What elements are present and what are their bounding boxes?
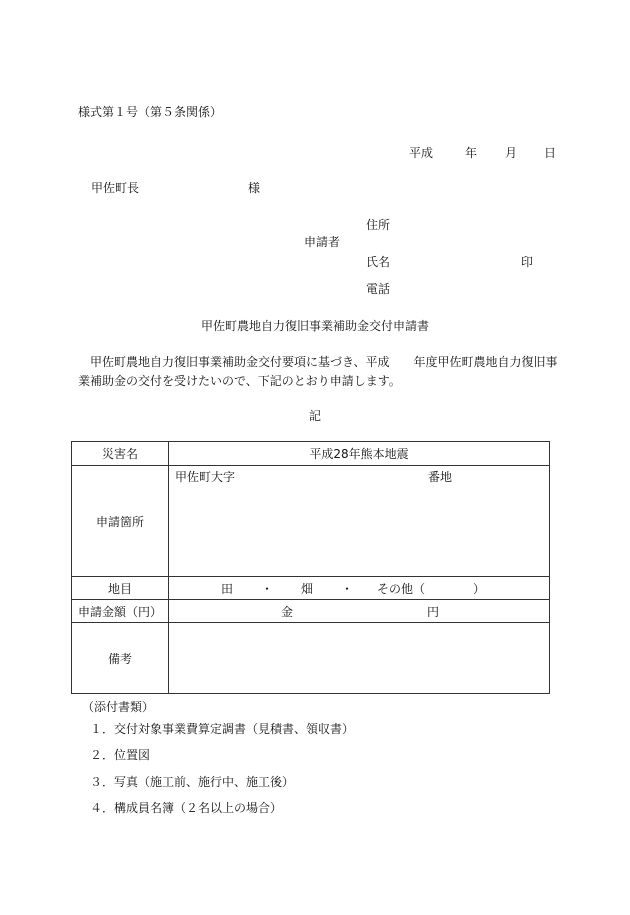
ki-heading: 記 (308, 409, 321, 423)
location-oaza: 甲佐町大字 (175, 470, 236, 484)
landtype-other: その他（ ） (377, 582, 486, 596)
attachments-title: （添付書類） (82, 700, 155, 714)
table-row (72, 442, 550, 466)
seal-mark: 印 (521, 255, 534, 269)
attachment-item: １．交付対象事業費算定調書（見積書、領収書） (90, 722, 355, 736)
table-row (72, 623, 550, 694)
applicant-name-label: 氏名 (366, 255, 391, 269)
date-year: 年 (465, 146, 478, 160)
landtype-value (169, 577, 550, 600)
landtype-separator: ・ (261, 582, 274, 596)
applicant-phone-label: 電話 (366, 282, 391, 296)
location-label: 申請箇所 (72, 466, 169, 577)
landtype-rice: 田 (221, 582, 234, 596)
amount-kin: 金 (281, 605, 294, 619)
date-era: 平成 (409, 146, 434, 160)
disaster-name-label: 災害名 (72, 442, 169, 466)
document-title: 甲佐町農地自力復旧事業補助金交付申請書 (200, 319, 429, 333)
date-month: 月 (505, 146, 518, 160)
landtype-label: 地目 (72, 577, 169, 600)
table-row (72, 600, 550, 623)
application-table (71, 441, 550, 694)
amount-value (169, 600, 550, 623)
applicant-label: 申請者 (304, 235, 341, 249)
applicant-address-label: 住所 (366, 218, 391, 232)
amount-yen: 円 (427, 605, 440, 619)
addressee-name: 甲佐町長 (91, 181, 140, 195)
remarks-label: 備考 (72, 623, 169, 694)
table-row (72, 577, 550, 600)
attachment-item: ３．写真（施工前、施行中、施工後） (90, 775, 295, 789)
landtype-field: 畑 (301, 582, 314, 596)
location-banchi: 番地 (428, 470, 453, 484)
addressee-honorific: 様 (248, 181, 261, 195)
attachment-item: ２．位置図 (90, 748, 151, 762)
date-day: 日 (544, 146, 557, 160)
remarks-value (169, 623, 550, 694)
body-text: 甲佐町農地自力復旧事業補助金交付要項に基づき、平成 年度甲佐町農地自力復旧事業補助金の交付を受けたいので、下記のとおり申請します。 (78, 355, 558, 388)
amount-label: 申請金額（円） (72, 600, 169, 623)
location-value (169, 466, 550, 577)
attachment-item: ４．構成員名簿（２名以上の場合） (90, 801, 283, 815)
form-number: 様式第１号（第５条関係） (78, 105, 223, 119)
disaster-name-value: 平成28年熊本地震 (169, 442, 550, 466)
landtype-separator: ・ (341, 582, 354, 596)
table-row (72, 466, 550, 577)
